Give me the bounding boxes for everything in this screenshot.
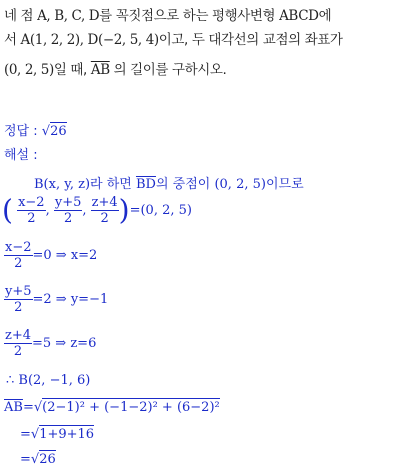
solution-line-1	[34, 173, 304, 192]
denominator: 2	[14, 300, 23, 315]
problem-text: 서	[4, 32, 21, 48]
length-line-3	[20, 452, 56, 467]
answer	[4, 120, 67, 139]
numerator: y+5	[54, 195, 82, 210]
comma: ,	[82, 203, 91, 218]
solution-label: 해설 :	[4, 148, 38, 163]
close-paren: )	[118, 193, 130, 227]
denominator: 2	[14, 256, 23, 271]
sqrt-icon: √	[30, 452, 40, 467]
denominator: 2	[27, 211, 36, 226]
length-line-2	[20, 427, 94, 442]
problem-coords: A(1, 2, 2), D(−2, 5, 4)	[20, 32, 159, 48]
problem-text: 일 때,	[53, 62, 91, 78]
problem-text: 의 길이를 구하시오.	[109, 62, 227, 78]
numerator: y+5	[5, 284, 32, 299]
equation-z	[4, 328, 96, 359]
problem-line-2	[4, 28, 343, 48]
fraction	[4, 240, 33, 271]
problem-text: 네 점	[4, 8, 38, 24]
answer-label: 정답 :	[4, 124, 42, 139]
equation-rhs: =(0, 2, 5)	[129, 203, 192, 218]
segment-ab: $\overline{AB}$	[4, 400, 23, 415]
numerator: z+4	[5, 328, 32, 343]
equation-rhs: =0 ⇒ x=2	[32, 248, 98, 263]
problem-text: 를 꼭짓점으로 하는 평행사변형	[99, 8, 280, 24]
solution-text: 의 중점이	[155, 177, 215, 192]
numerator: x−2	[5, 240, 32, 255]
fraction-z	[91, 195, 119, 226]
equals: =	[22, 400, 34, 415]
midpoint-equation	[2, 195, 192, 226]
problem-line-1	[4, 4, 331, 24]
midpoint: (0, 2, 5)	[214, 177, 266, 192]
radicand: 26	[39, 452, 56, 467]
sqrt-icon: √	[33, 400, 43, 415]
equation-y	[4, 284, 108, 315]
radicand: (2−1)² + (−1−2)² + (6−2)²	[42, 400, 220, 415]
problem-segment: $\overline{AB}$	[90, 62, 110, 78]
equals: =	[20, 427, 31, 442]
fraction-y	[54, 195, 83, 226]
sqrt-icon: √	[30, 427, 40, 442]
denominator: 2	[63, 211, 73, 226]
solution-text: 이므로	[265, 177, 304, 192]
numerator: z+4	[91, 195, 118, 210]
problem-text: 이고, 두 대각선의 교점의 좌표가	[158, 32, 343, 48]
sqrt-icon: √	[41, 124, 51, 139]
answer-value: 26	[50, 124, 67, 139]
open-paren: (	[2, 193, 13, 227]
fraction	[4, 284, 33, 315]
problem-midpoint: (0, 2, 5)	[4, 62, 54, 78]
fraction	[4, 328, 32, 359]
fraction-x	[17, 195, 46, 226]
point-b: B(x, y, z)	[34, 177, 91, 192]
problem-shape: ABCD	[279, 8, 319, 24]
solution-text: 라 하면	[90, 177, 136, 192]
denominator: 2	[100, 211, 109, 226]
denominator: 2	[13, 344, 23, 359]
problem-text: 에	[318, 8, 332, 24]
equation-x	[4, 240, 97, 271]
equation-rhs: =5 ⇒ z=6	[32, 336, 97, 351]
radicand: 1+9+16	[39, 427, 95, 442]
comma: ,	[45, 203, 54, 218]
length-line-1	[4, 400, 220, 415]
segment-bd: $\overline{BD}$	[135, 177, 156, 192]
equation-rhs: =2 ⇒ y=−1	[32, 292, 109, 307]
equals: =	[20, 452, 31, 467]
therefore-line: ∴ B(2, −1, 6)	[6, 373, 91, 388]
numerator: x−2	[18, 195, 45, 210]
problem-points: A, B, C, D	[37, 8, 100, 24]
problem-line-3	[4, 58, 226, 78]
